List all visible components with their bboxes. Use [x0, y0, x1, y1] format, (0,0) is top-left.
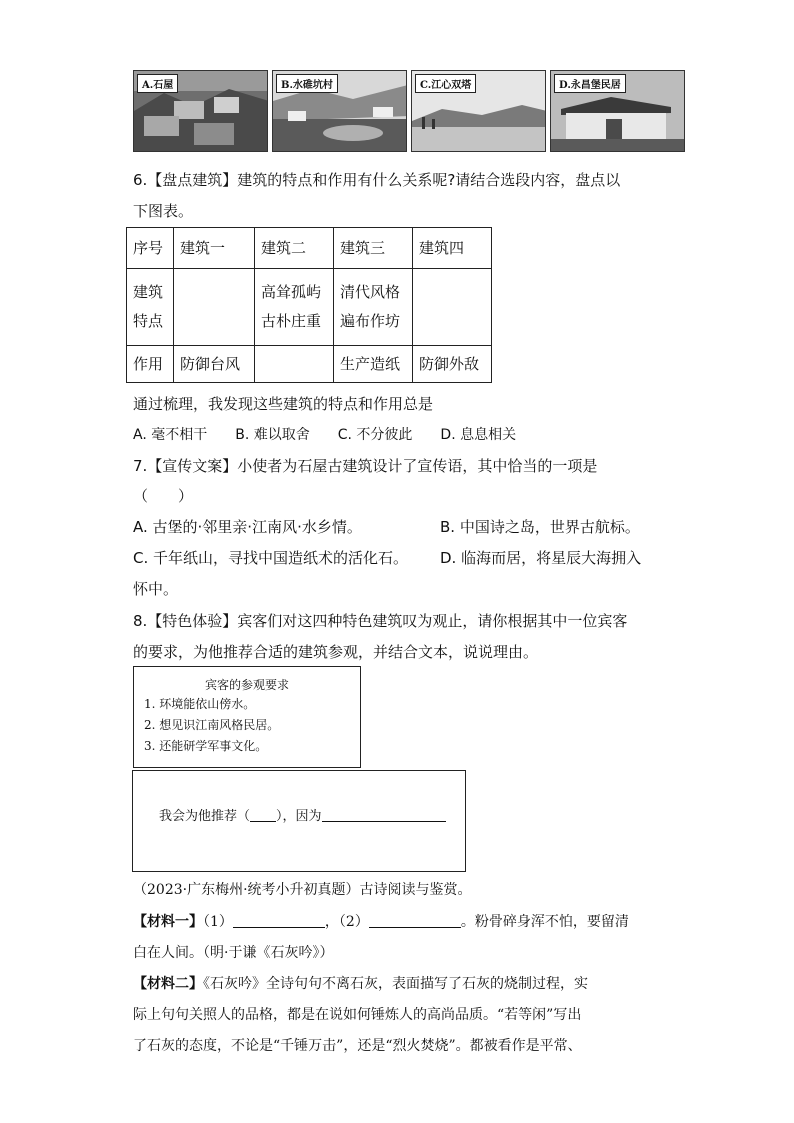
material-two-line3: 了石灰的态度，不论是“千锤万击”，还是“烈火焚烧”。都被看作是平常、	[133, 1038, 582, 1054]
photo-caption: C.江心双塔	[415, 74, 476, 93]
table-header-cell: 建筑四	[413, 228, 492, 269]
photo-river-pagoda	[411, 70, 546, 152]
table-cell: 防御台风	[174, 346, 255, 383]
photo-stone-house	[133, 70, 268, 152]
table-row-label: 作用	[127, 346, 174, 383]
cell-line: 清代风格	[340, 283, 401, 301]
table-row	[127, 269, 492, 346]
q6-conclusion: 通过梳理，我发现这些建筑的特点和作用总是	[133, 395, 434, 413]
guest-requirement: 3. 还能研学军事文化。	[144, 739, 268, 753]
m1-num2: ，（2）	[324, 914, 369, 930]
material-one-tag: 【材料一】	[133, 914, 203, 930]
table-row	[127, 346, 492, 383]
feature-label-1: 建筑	[133, 283, 164, 301]
q7-answer-blank[interactable]: （ ）	[133, 487, 194, 505]
m1-num1: （1）	[203, 914, 233, 930]
m2-text: 《石灰吟》全诗句句不离石灰，表面描写了石灰的烧制过程，实	[203, 976, 588, 992]
guest-requirement: 1. 环境能依山傍水。	[144, 697, 256, 711]
table-cell	[334, 269, 413, 346]
cell-line: 遍布作坊	[340, 312, 401, 330]
q6-line2: 下图表。	[133, 202, 194, 220]
poem-blank-2[interactable]	[369, 913, 461, 928]
photo-strip	[133, 70, 685, 152]
material-two-line2: 际上句句关照人的品格，都是在说如何锤炼人的高尚品质。“若等闲”写出	[133, 1007, 582, 1023]
paren-open: （	[237, 809, 251, 824]
q7-option-b[interactable]: B. 中国诗之岛，世界古航标。	[440, 518, 640, 536]
recommend-blank[interactable]	[250, 807, 276, 822]
material-one-line1	[133, 912, 629, 932]
material-two-line1	[133, 974, 588, 994]
guest-requirements-box	[133, 666, 361, 768]
table-cell: 生产造纸	[334, 346, 413, 383]
material-one-line2: 白在人间。（明·于谦《石灰吟》）	[133, 945, 334, 961]
guest-requirement: 2. 想见识江南风格民居。	[144, 718, 280, 732]
photo-caption: B.水碓坑村	[276, 74, 338, 93]
table-row-label	[127, 269, 174, 346]
q7-line1: 7.【宣传文案】小使者为石屋古建筑设计了宣传语，其中恰当的一项是	[133, 457, 598, 475]
feature-label-2: 特点	[133, 312, 164, 330]
photo-fort-house	[550, 70, 685, 152]
recommendation-answer-box	[132, 770, 466, 872]
building-table	[126, 227, 492, 383]
photo-village	[272, 70, 407, 152]
guest-box-title: 宾客的参观要求	[204, 678, 289, 692]
photo-caption: D.永昌堡民居	[554, 74, 626, 93]
reason-blank[interactable]	[322, 807, 446, 822]
q7-option-c[interactable]: C. 千年纸山，寻找中国造纸术的活化石。	[133, 549, 409, 567]
m1-rest: 。粉骨碎身浑不怕，要留清	[460, 914, 629, 930]
q7-option-d[interactable]: D. 临海而居，将星辰大海拥入	[440, 549, 642, 567]
q8-line1: 8.【特色体验】宾客们对这四种特色建筑叹为观止，请你根据其中一位宾客	[133, 612, 628, 630]
poem-blank-1[interactable]	[233, 913, 325, 928]
table-header-cell: 建筑三	[334, 228, 413, 269]
table-cell[interactable]	[413, 269, 492, 346]
table-header-cell: 建筑二	[255, 228, 334, 269]
table-cell: 防御外敌	[413, 346, 492, 383]
table-header-cell: 建筑一	[174, 228, 255, 269]
cell-line: 高耸孤屿	[261, 283, 322, 301]
paren-close: ），因为	[276, 809, 322, 824]
material-two-tag: 【材料二】	[133, 976, 203, 992]
recommendation-line	[159, 805, 446, 824]
q8-line2: 的要求，为他推荐合适的建筑参观，并结合文本，说说理由。	[133, 643, 539, 661]
recommend-prefix: 我会为他推荐	[159, 809, 238, 824]
photo-caption: A.石屋	[137, 74, 178, 93]
table-cell	[255, 269, 334, 346]
poem-source: （2023·广东梅州·统考小升初真题）古诗阅读与鉴赏。	[133, 882, 472, 898]
q6-line1: 6.【盘点建筑】建筑的特点和作用有什么关系呢?请结合选段内容，盘点以	[133, 171, 621, 189]
table-row	[127, 228, 492, 269]
table-cell[interactable]	[174, 269, 255, 346]
q7-option-a[interactable]: A. 古堡的·邻里亲·江南风·水乡情。	[133, 518, 362, 536]
table-header-cell: 序号	[127, 228, 174, 269]
q7-option-d-cont: 怀中。	[133, 580, 179, 598]
q6-options[interactable]: A. 毫不相干 B. 难以取舍 C. 不分彼此 D. 息息相关	[133, 427, 517, 443]
cell-line: 古朴庄重	[261, 312, 322, 330]
table-cell[interactable]	[255, 346, 334, 383]
